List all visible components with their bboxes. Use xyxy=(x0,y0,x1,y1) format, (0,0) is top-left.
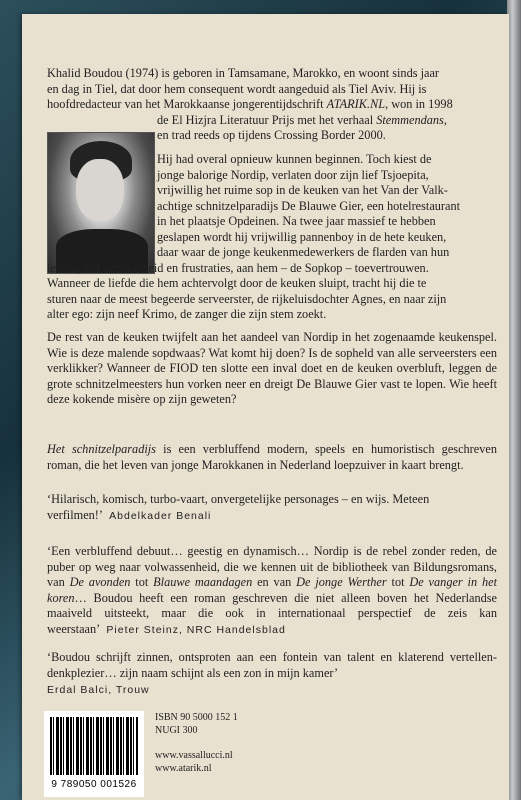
blurb-line: sturen naar de meest begeerde serveerster, de rijkeluisdochter Agnes, en naar zijn xyxy=(47,291,447,306)
bio-line xyxy=(47,97,497,113)
nugi: NUGI 300 xyxy=(155,725,198,736)
website-link[interactable]: www.vassallucci.nl xyxy=(155,750,233,761)
quote-text xyxy=(47,544,497,638)
quote-body: en van xyxy=(252,575,297,589)
quote-body: tot xyxy=(130,575,154,589)
spacer xyxy=(155,737,238,749)
blurb-line: alter ego: zijn neef Krimo, de zanger die zijn stem zoekt. xyxy=(47,307,327,321)
magazine-title: ATARIK.NL xyxy=(326,97,386,111)
bio-line: en dag in Tiel, dat door hem consequent wordt aangeduid als Tiel Aviv. Hij is xyxy=(47,81,427,96)
book-title: Het schnitzelparadijs xyxy=(47,442,156,456)
quote-body: ‘Hilarisch, komisch, turbo-vaart, onvergetelijke personages – en wijs. Meteen verfilmen!’ xyxy=(47,492,430,522)
cited-title: De vanger in het koren xyxy=(47,575,497,605)
blurb-line: geslapen wordt hij vrijwillig pannenboy in de hete keuken, xyxy=(157,229,447,244)
quote-source: Pieter Steinz, NRC Handelsblad xyxy=(106,623,286,636)
paragraph-text xyxy=(47,442,497,473)
quote-balci xyxy=(47,650,497,699)
bio-line: en trad reeds op tijdens Crossing Border 2000. xyxy=(157,128,386,142)
cited-title: Blauwe maandagen xyxy=(153,575,253,589)
paragraph-summary xyxy=(47,442,497,473)
isbn: ISBN 90 5000 152 1 xyxy=(155,712,238,723)
blurb xyxy=(47,152,497,323)
bio-text: hoofdredacteur van het Marokkaanse jongerentijdschrift xyxy=(47,97,327,111)
blurb-line: in het plaatsje Opdeinen. Na twee jaar massief te hebben xyxy=(157,214,436,228)
paragraph-kitchen xyxy=(47,330,497,408)
bio-text: de El Hizjra Literatuur Prijs met het verhaal xyxy=(157,112,377,127)
cited-title: De jonge Werther xyxy=(296,575,387,589)
quote-body: tot xyxy=(386,575,410,589)
website-link[interactable]: www.atarik.nl xyxy=(155,763,212,774)
colophon xyxy=(155,711,238,775)
book-spine xyxy=(507,0,521,800)
blurb-line: levens, vol onzekerheid en frustraties, aan hem – de Sopkop – toevertrouwen. xyxy=(47,260,429,275)
quote-body: … Boudou heeft een roman geschreven die niet alleen boven het Nederlandse maaiveld uitsteekt, maar die ook in internationaal perspectief de zeis kan weerstaan’ xyxy=(47,590,497,636)
blurb-line: daar waar de jonge keukenmedewerkers de flarden van hun xyxy=(157,245,450,259)
quote-source: Erdal Balci, Trouw xyxy=(47,684,150,696)
blurb-line: Wanneer de liefde die hem achtervolgt door de keuken sluipt, tracht hij die te xyxy=(47,276,427,290)
bio-line: Khalid Boudou (1974) is geboren in Tamsamane, Marokko, en woont sinds jaar xyxy=(47,66,439,80)
back-cover xyxy=(22,14,509,800)
quote-text xyxy=(47,492,497,524)
story-title: Stemmendans xyxy=(376,112,444,127)
blurb-line: achtige schnitzelparadijs De Blauwe Gier, een hotelrestaurant xyxy=(157,198,461,213)
quote-body: ‘Boudou schrijft zinnen, ontsproten aan een fontein van talent en klaterend vertellen-denkplezier… zijn naam schijnt als een zon in mijn kamer’ xyxy=(47,650,497,680)
blurb-line: Hij had overal opnieuw kunnen beginnen. Toch kiest de xyxy=(157,152,432,166)
blurb-line: jonge balorige Nordip, verlaten door zijn lief Tsjoepita, xyxy=(157,167,429,182)
bio-text: , xyxy=(443,112,447,127)
quote-benali xyxy=(47,492,497,524)
paragraph-text: De rest van de keuken twijfelt aan het aandeel van Nordip in het zogenaamde keukenspel. Wie is deze malende sopdwaas? Wat komt hij doen? Is de sopheld van alle serveersters een verklikker? Wanneer de FIOD ten slotte een inval doet en de keuken overbluft, leggen de grote schnitzelmeesters hun vorken neer en dreigt De Blauwe Gier vast te lopen. Wie heeft deze kokende misère op zijn geweten? xyxy=(47,330,497,406)
quote-source: Abdelkader Benali xyxy=(109,509,212,522)
cited-title: De avonden xyxy=(69,575,131,589)
bio-text: , won in 1998 xyxy=(385,97,453,111)
barcode-icon xyxy=(44,711,144,797)
summary-text: is een verbluffend modern, speels en humoristisch geschreven roman, die het leven van jonge Marokkanen in Nederland loepzuiver in kaart brengt. xyxy=(47,442,497,472)
bio-line xyxy=(47,113,497,129)
quote-body: ‘Een verbluffend debuut… geestig en dynamisch… Nordip is de rebel zonder reden, de puber op weg naar volwassenheid, die we kennen uit de bibliotheek van Bildungsromans, van xyxy=(47,544,497,589)
barcode-number: 9 789050 001526 xyxy=(51,779,137,790)
quote-steinz xyxy=(47,544,497,638)
barcode-bars xyxy=(50,717,138,775)
blurb-line: vrijwillig het ruime sop in de keuken van het Van der Valk- xyxy=(157,183,448,197)
